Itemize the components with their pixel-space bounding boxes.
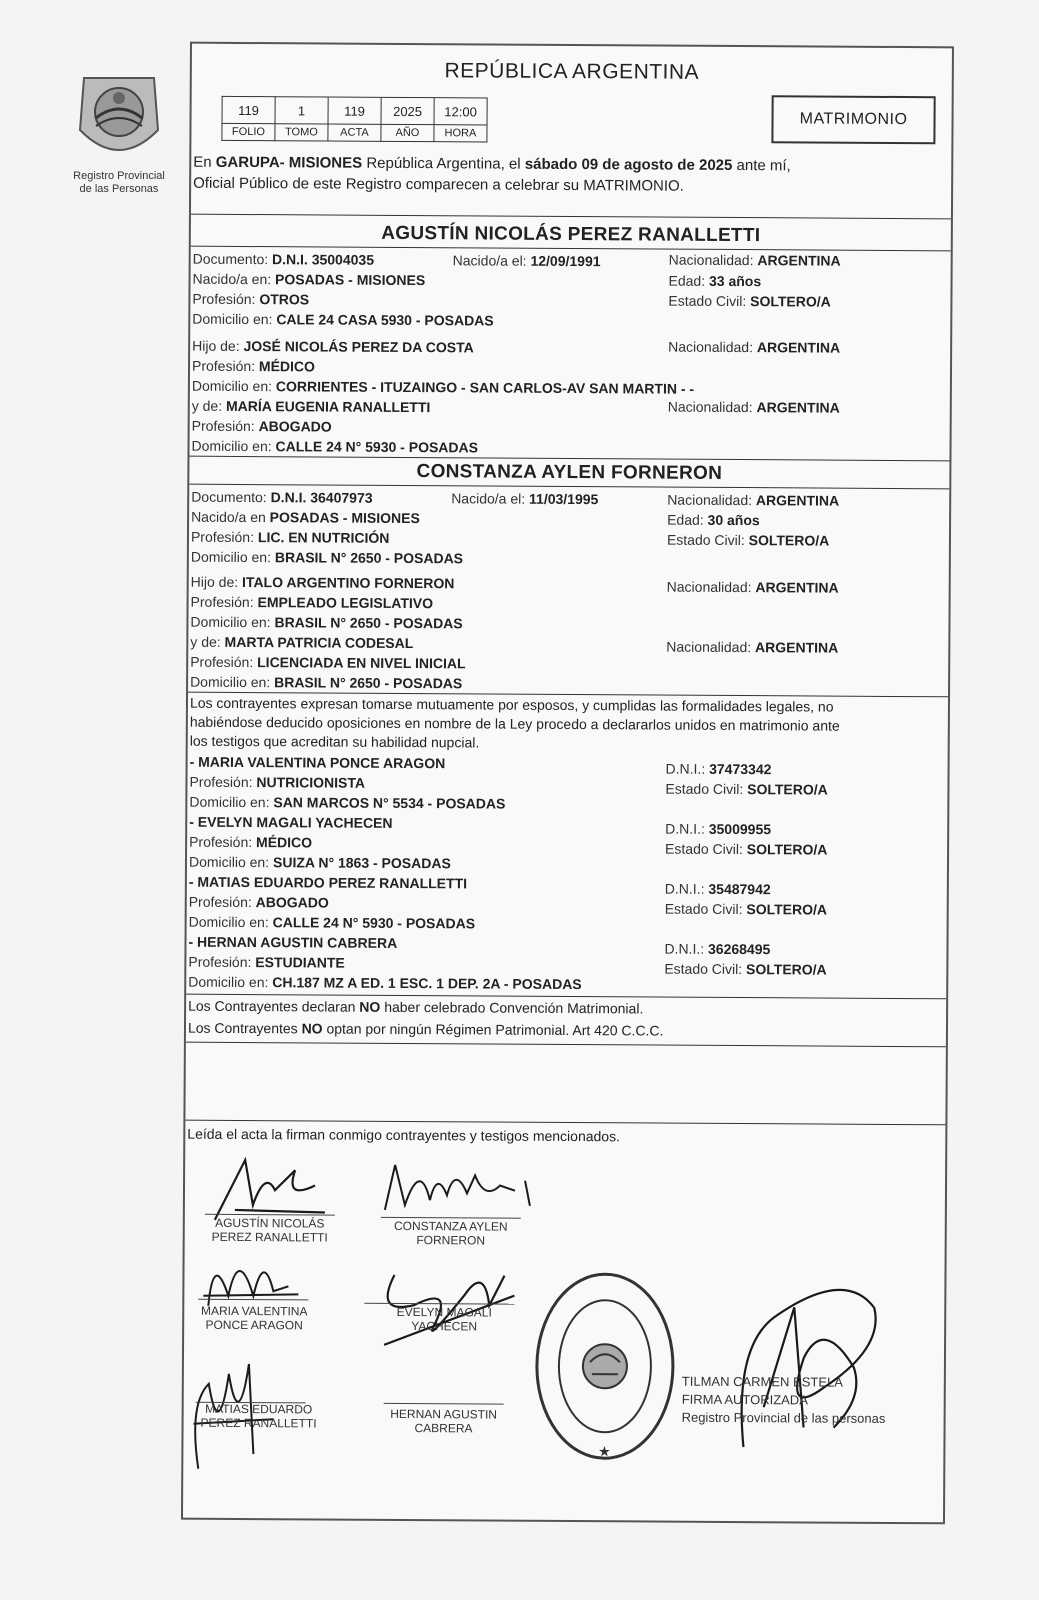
bride-father: Hijo de: ITALO ARGENTINO FORNERON — [190, 573, 455, 592]
bride-nationality: Nacionalidad: ARGENTINA — [667, 491, 840, 509]
bride-father-address: Domicilio en: BRASIL N° 2650 - POSADAS — [190, 613, 463, 632]
bride-mother-profession: Profesión: LICENCIADA EN NIVEL INICIAL — [190, 653, 466, 672]
groom-father-address: Domicilio en: CORRIENTES - ITUZAINGO - SAN CARLOS-AV SAN MARTIN - - — [191, 377, 695, 397]
witness-civil-status: Estado Civil: SOLTERO/A — [664, 960, 827, 978]
official-stamp — [529, 1266, 680, 1467]
tomo-label: TOMO — [275, 124, 328, 141]
folio-label: FOLIO — [222, 123, 275, 140]
signature-line — [384, 1403, 504, 1405]
bride-civil-status: Estado Civil: SOLTERO/A — [666, 531, 830, 549]
witness-entry — [187, 812, 947, 877]
record-data-table — [221, 96, 487, 143]
witness-profession: Profesión: ABOGADO — [188, 893, 329, 911]
groom-mother: y de: MARÍA EUGENIA RANALLETTI — [191, 397, 431, 416]
witness-name: - EVELYN MAGALI YACHECEN — [189, 813, 393, 831]
groom-age: Edad: 33 años — [668, 272, 762, 290]
groom-mother-nationality: Nacionalidad: ARGENTINA — [667, 398, 840, 416]
signature-bride-name: CONSTANZA AYLEN FORNERON — [393, 1218, 508, 1248]
bride-birthplace: Nacido/a en POSADAS - MISIONES — [191, 508, 420, 527]
witness-entry — [187, 752, 947, 817]
bride-father-profession: Profesión: EMPLEADO LEGISLATIVO — [190, 593, 434, 612]
groom-name: AGUSTÍN NICOLÁS PEREZ RANALLETTI — [381, 222, 761, 247]
bride-birthdate: Nacido/a el: 11/03/1995 — [451, 490, 599, 508]
acta-label: ACTA — [328, 124, 381, 141]
witness-profession: Profesión: NUTRICIONISTA — [189, 773, 366, 791]
year-value: 2025 — [381, 97, 434, 124]
signatures-intro: Leída el acta la firman conmigo contrayentes y testigos mencionados. — [187, 1125, 621, 1145]
groom-father: Hijo de: JOSÉ NICOLÁS PEREZ DA COSTA — [192, 337, 474, 356]
witness-civil-status: Estado Civil: SOLTERO/A — [665, 780, 828, 798]
province-seal-icon — [74, 70, 164, 166]
convention-note: Los Contrayentes declaran NO haber celebrado Convención Matrimonial. — [188, 997, 644, 1017]
tomo-value: 1 — [275, 97, 328, 124]
bride-address: Domicilio en: BRASIL N° 2650 - POSADAS — [190, 548, 464, 567]
divider — [186, 1042, 946, 1048]
witness-address: Domicilio en: SAN MARCOS N° 5534 - POSADAS — [189, 793, 506, 812]
bride-mother-address: Domicilio en: BRASIL N° 2650 - POSADAS — [190, 673, 463, 692]
witness-dni: D.N.I.: 35487942 — [664, 880, 771, 898]
groom-father-profession: Profesión: MÉDICO — [191, 357, 316, 375]
witness-address: Domicilio en: CH.187 MZ A ED. 1 ESC. 1 DEP. 2A - POSADAS — [188, 973, 582, 993]
witness-address: Domicilio en: SUIZA N° 1863 - POSADAS — [188, 853, 451, 872]
witness-entry — [187, 872, 947, 937]
bride-mother-nationality: Nacionalidad: ARGENTINA — [666, 638, 839, 656]
witness-profession: Profesión: MÉDICO — [189, 833, 313, 851]
signature-bride — [375, 1155, 545, 1226]
acta-value: 119 — [328, 97, 381, 124]
witness-address: Domicilio en: CALLE 24 N° 5930 - POSADAS — [188, 913, 476, 932]
groom-birthdate: Nacido/a el: 12/09/1991 — [452, 252, 601, 270]
divider — [191, 214, 951, 220]
witness-civil-status: Estado Civil: SOLTERO/A — [665, 840, 828, 858]
bride-name: CONSTANZA AYLEN FORNERON — [416, 461, 723, 484]
svg-text:★: ★ — [598, 1444, 611, 1461]
groom-address: Domicilio en: CALE 24 CASA 5930 - POSADAS — [192, 310, 494, 329]
bride-age: Edad: 30 años — [667, 511, 760, 529]
signature-groom-name: AGUSTÍN NICOLÁS PEREZ RANALLETTI — [211, 1215, 328, 1245]
marriage-certificate — [181, 42, 954, 1525]
groom-nationality: Nacionalidad: ARGENTINA — [668, 251, 841, 269]
groom-mother-address: Domicilio en: CALLE 24 N° 5930 - POSADAS — [191, 437, 479, 456]
groom-document: Documento: D.N.I. 35004035 — [192, 250, 375, 268]
witness-name: - MATIAS EDUARDO PEREZ RANALLETTI — [188, 873, 468, 892]
bride-profession: Profesión: LIC. EN NUTRICIÓN — [190, 528, 390, 546]
witness-name: - MARIA VALENTINA PONCE ARAGON — [189, 753, 446, 772]
signature-witness-3-name: MATIAS EDUARDO PEREZ RANALLETTI — [200, 1401, 317, 1431]
groom-birthplace: Nacido/a en: POSADAS - MISIONES — [192, 270, 426, 289]
bride-mother: y de: MARTA PATRICIA CODESAL — [190, 633, 414, 652]
regime-note: Los Contrayentes NO optan por ningún Régimen Patrimonial. Art 420 C.C.C. — [187, 1019, 664, 1039]
witness-dni: D.N.I.: 36268495 — [664, 940, 771, 958]
bride-father-nationality: Nacionalidad: ARGENTINA — [666, 578, 839, 596]
intro-text: En GARUPA- MISIONES República Argentina, el sábado 09 de agosto de 2025 ante mí, Oficial Público de este Registro comparecen a celebrar su MATRIMONIO. — [193, 153, 791, 195]
signature-witness-2-name: EVELYN MAGALI YACHECEN — [396, 1304, 492, 1334]
folio-value: 119 — [222, 96, 275, 123]
signature-witness-1-name: MARIA VALENTINA PONCE ARAGON — [200, 1303, 308, 1333]
groom-profession: Profesión: OTROS — [192, 290, 310, 308]
witness-dni: D.N.I.: 37473342 — [665, 760, 772, 778]
signature-witness-4-name: HERNAN AGUSTIN CABRERA — [390, 1406, 498, 1436]
hour-label: HORA — [434, 125, 487, 142]
declaration-text: Los contrayentes expresan tomarse mutuamente por esposos, y cumplidas las formalidades legales, no habiéndose deducido oposiciones en nombre de la Ley procedo a declararlos unidos en matrimonio ante los testigos que acreditan su habilidad nupcial. — [189, 694, 840, 751]
officer-name: TILMAN CARMEN ESTELA FIRMA AUTORIZADA Registro Provincial de las personas — [681, 1373, 886, 1426]
bride-document: Documento: D.N.I. 36407973 — [191, 488, 373, 506]
groom-civil-status: Estado Civil: SOLTERO/A — [668, 292, 831, 310]
registry-caption: Registro Provincial de las Personas — [73, 170, 165, 195]
witness-entry — [186, 932, 946, 997]
witness-name: - HERNAN AGUSTIN CABRERA — [188, 933, 398, 951]
groom-father-nationality: Nacionalidad: ARGENTINA — [668, 338, 841, 356]
groom-mother-profession: Profesión: ABOGADO — [191, 417, 332, 435]
hour-value: 12:00 — [434, 98, 487, 125]
witness-civil-status: Estado Civil: SOLTERO/A — [664, 900, 828, 918]
witness-dni: D.N.I.: 35009955 — [665, 820, 772, 838]
record-type-box: MATRIMONIO — [771, 95, 935, 144]
witness-profession: Profesión: ESTUDIANTE — [188, 953, 345, 971]
signatures-area — [183, 1144, 945, 1519]
year-label: AÑO — [381, 124, 434, 141]
page-title: REPÚBLICA ARGENTINA — [444, 59, 700, 84]
